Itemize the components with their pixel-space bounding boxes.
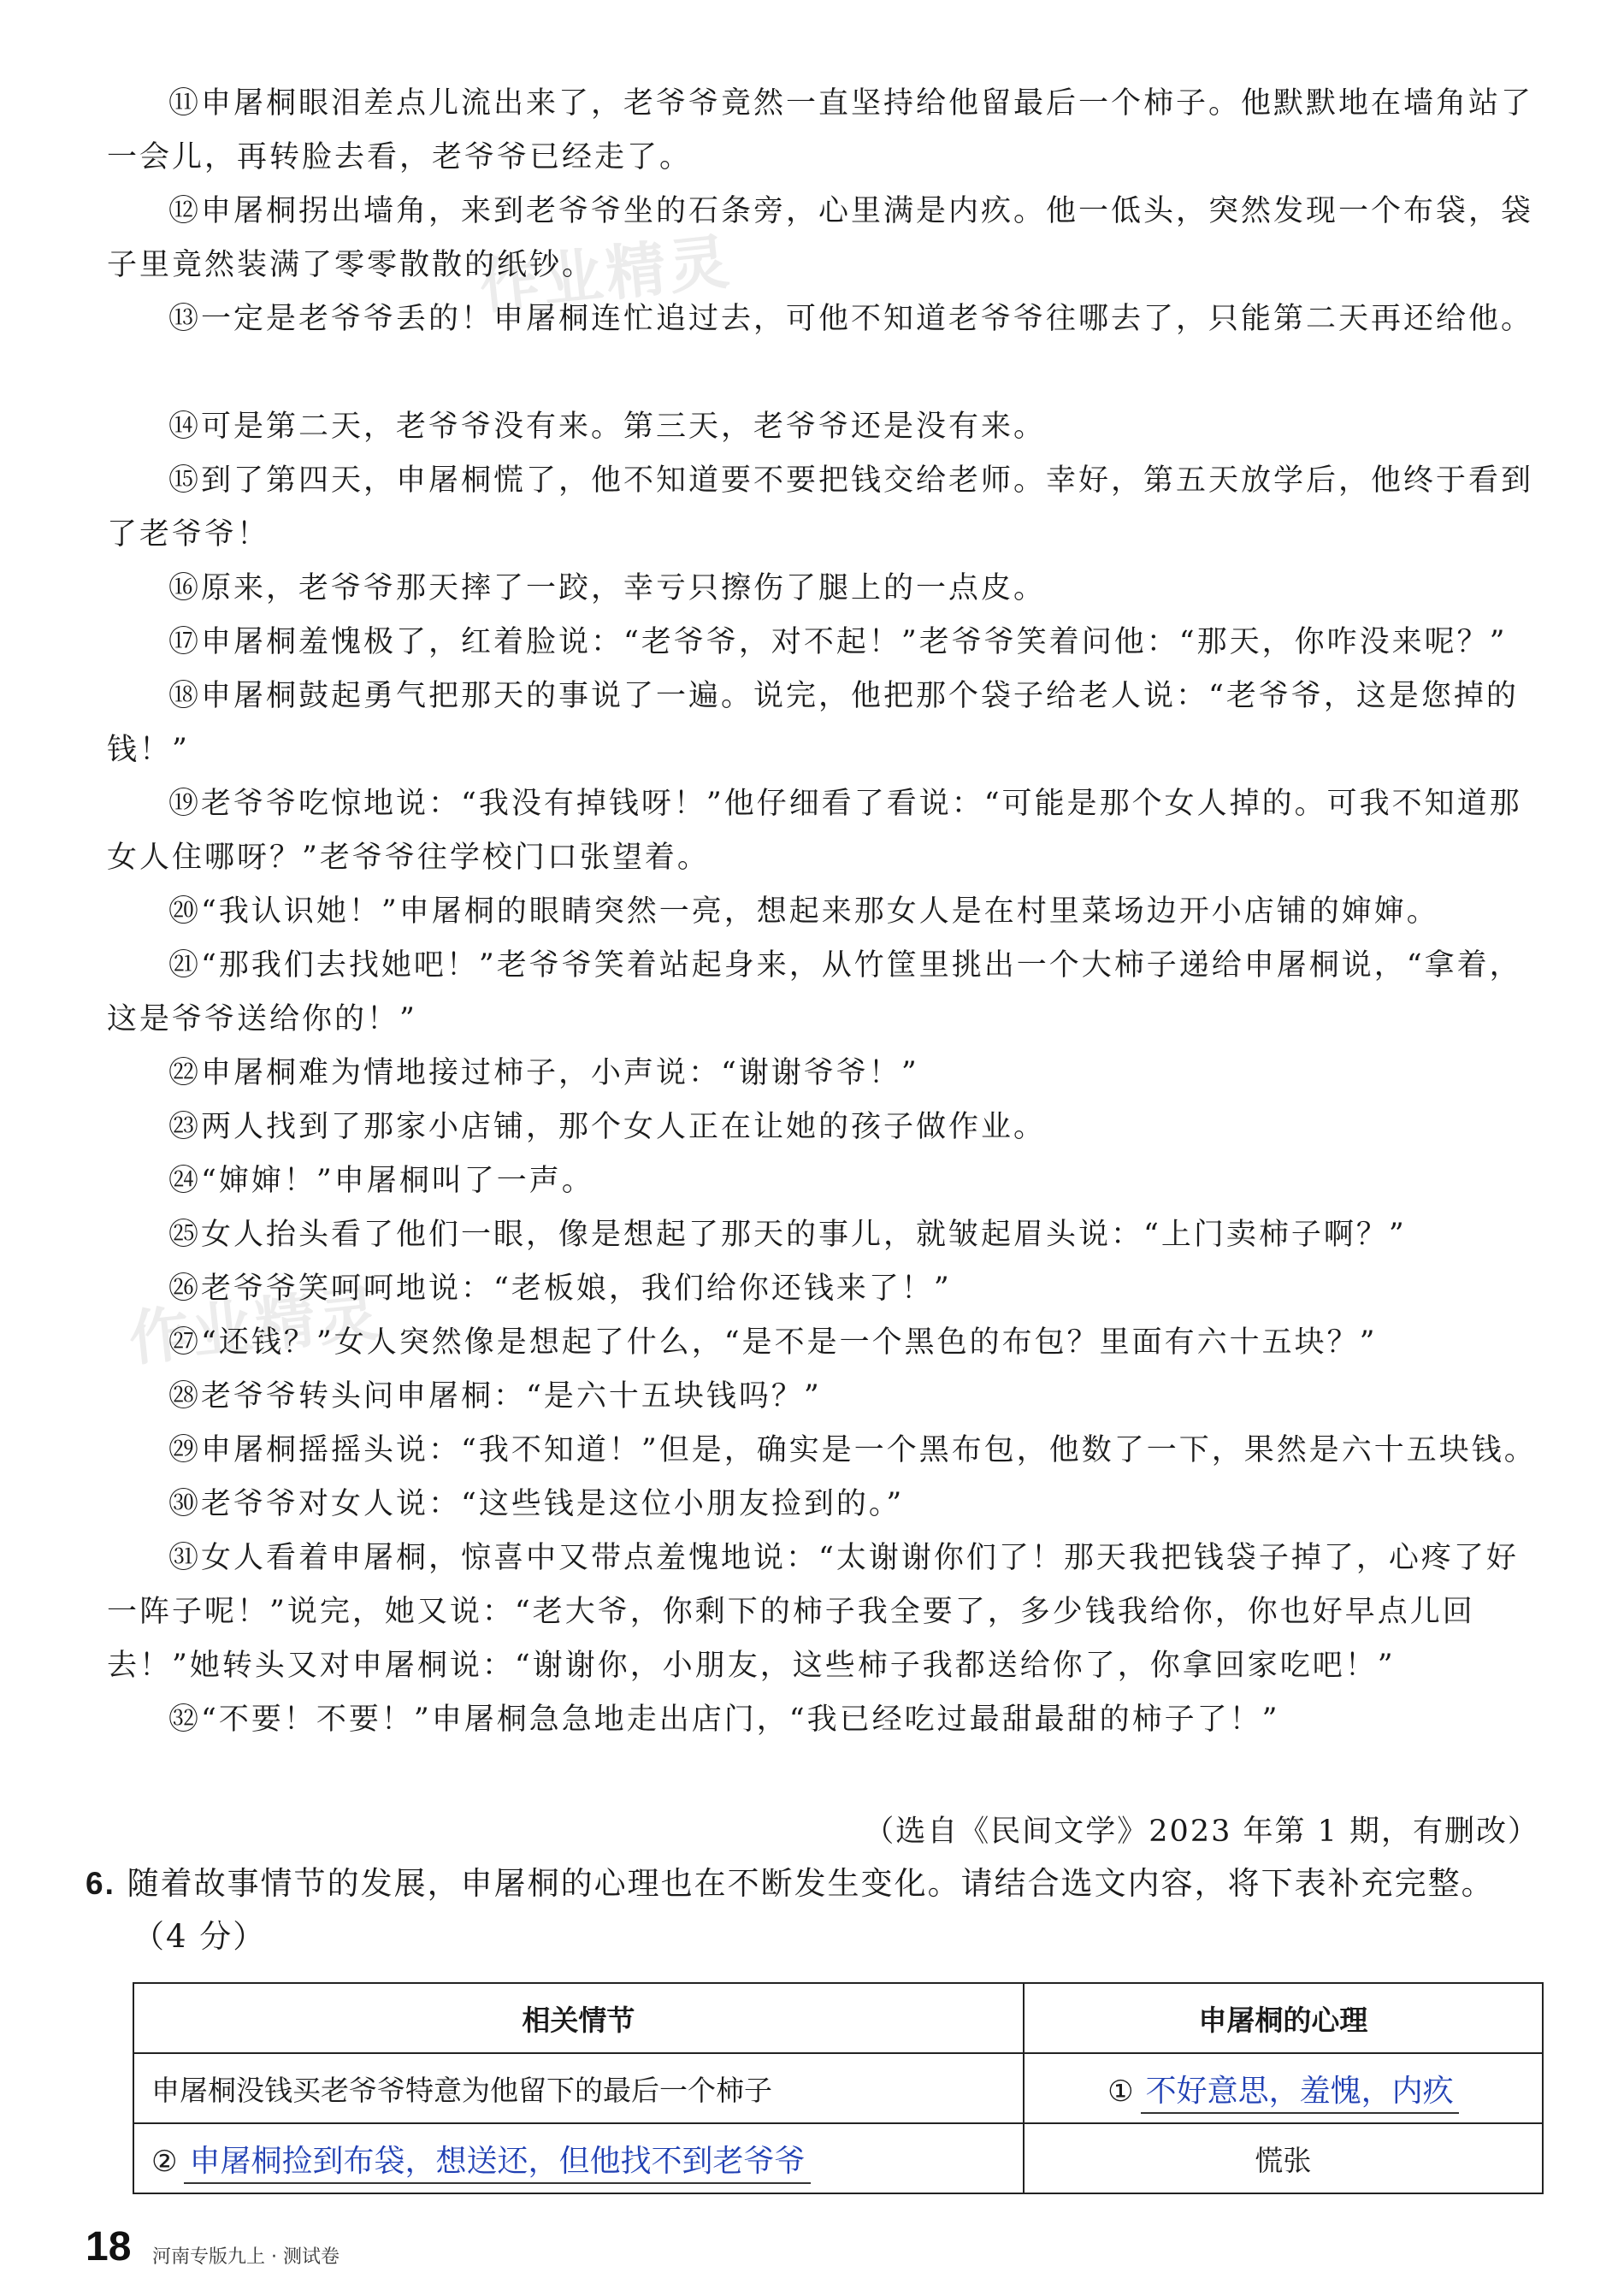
paragraph-27: ㉗“还钱？”女人突然像是想起了什么，“是不是一个黑色的布包？里面有六十五块？” [168, 1325, 1378, 1360]
paragraph-14: ⑭可是第二天，老爷爷没有来。第三天，老爷爷还是没有来。 [168, 410, 1047, 444]
mind-text: 慌张 [1255, 2143, 1312, 2177]
paragraph-26: ㉖老爷爷笑呵呵地说：“老板娘，我们给你还钱来了！” [168, 1272, 952, 1306]
paragraph-30: ㉚老爷爷对女人说：“这些钱是这位小朋友捡到的。” [168, 1487, 905, 1521]
answer-table [133, 1982, 1544, 2194]
paragraph-16: ⑯原来，老爷爷那天摔了一跤，幸亏只擦伤了腿上的一点皮。 [168, 571, 1047, 605]
blank-marker: ② [151, 2144, 178, 2179]
paragraph-13: ⑬一定是老爷爷丢的！申屠桐连忙追过去，可他不知道老爷爷往哪去了，只能第二天再还给他。 [168, 302, 1534, 336]
source-citation: （选自《民间文学》2023 年第 1 期，有删改） [864, 1815, 1539, 1849]
blank-marker: ① [1107, 2074, 1134, 2109]
paragraph-17: ⑰申屠桐羞愧极了，红着脸说：“老爷爷，对不起！”老爷爷笑着问他：“那天，你咋没来呢？” [168, 625, 1508, 659]
footer-tag: 河南专版九上 · 测试卷 [152, 2246, 340, 2268]
paragraph-21: ㉑“那我们去找她吧！”老爷爷笑着站起身来，从竹筐里挑出一个大柿子递给申屠桐说，“拿着，这是爷爷送给你的！” [107, 948, 1522, 1036]
paragraph-22: ㉒申屠桐难为情地接过柿子，小声说：“谢谢爷爷！” [168, 1056, 919, 1090]
mind-answer-cell[interactable] [1024, 2053, 1543, 2123]
paragraph-25: ㉕女人抬头看了他们一眼，像是想起了那天的事儿，就皱起眉头说：“上门卖柿子啊？” [168, 1218, 1407, 1252]
paragraph-31: ㉛女人看着申屠桐，惊喜中又带点羞愧地说：“太谢谢你们了！那天我把钱袋子掉了，心疼了好一阵子呢！”说完，她又说：“老大爷，你剩下的柿子我全要了，多少钱我给你，你也好早点儿回去！”她转头又对申屠桐说：“谢谢你，小朋友，这些柿子我都送给你了，你拿回家吃吧！” [107, 1541, 1519, 1683]
page-number: 18 [86, 2224, 132, 2269]
table-header-row [133, 1983, 1543, 2053]
paragraph-12: ⑫申屠桐拐出墙角，来到老爷爷坐的石条旁，心里满是内疚。他一低头，突然发现一个布袋，袋子里竟然装满了零零散散的纸钞。 [107, 194, 1534, 282]
paragraph-15: ⑮到了第四天，申屠桐慌了，他不知道要不要把钱交给老师。幸好，第五天放学后，他终于看到了老爷爷！ [107, 463, 1534, 552]
mind-cell [1024, 2123, 1543, 2193]
header-mind: 申屠桐的心理 [1024, 1983, 1543, 2053]
paragraph-28: ㉘老爷爷转头问申屠桐：“是六十五块钱吗？” [168, 1379, 822, 1414]
watermark-text: 作业精灵 [476, 226, 736, 323]
plot-answer-cell[interactable] [133, 2123, 1024, 2193]
watermark-text: 作业精灵 [126, 1278, 386, 1375]
plot-cell [133, 2053, 1024, 2123]
handwritten-answer: 不好意思，羞愧，内疚 [1141, 2074, 1459, 2114]
question-number: 6. [86, 1866, 115, 1901]
header-plot: 相关情节 [133, 1983, 1024, 2053]
handwritten-answer: 申屠桐捡到布袋，想送还，但他找不到老爷爷 [184, 2144, 810, 2184]
paragraph-29: ㉙申屠桐摇摇头说：“我不知道！”但是，确实是一个黑布包，他数了一下，果然是六十五块钱。 [168, 1433, 1537, 1467]
paragraph-23: ㉓两人找到了那家小店铺，那个女人正在让她的孩子做作业。 [168, 1110, 1047, 1144]
table-row [133, 2123, 1543, 2193]
paragraph-18: ⑱申屠桐鼓起勇气把那天的事说了一遍。说完，他把那个袋子给老人说：“老爷爷，这是您掉的钱！” [107, 679, 1519, 767]
paragraph-11: ⑪申屠桐眼泪差点儿流出来了，老爷爷竟然一直坚持给他留最后一个柿子。他默默地在墙角站了一会儿，再转脸去看，老爷爷已经走了。 [107, 86, 1534, 174]
plot-text: 申屠桐没钱买老爷爷特意为他留下的最后一个柿子 [151, 2073, 772, 2107]
paragraph-20: ⑳“我认识她！”申屠桐的眼睛突然一亮，想起来那女人是在村里菜场边开小店铺的婶婶。 [168, 894, 1439, 929]
table-row [133, 2053, 1543, 2123]
paragraph-24: ㉔“婶婶！”申屠桐叫了一声。 [168, 1164, 594, 1198]
question-score: （4 分） [133, 1918, 267, 1955]
paragraph-32: ㉜“不要！不要！”申屠桐急急地走出店门，“我已经吃过最甜最甜的柿子了！” [168, 1703, 1280, 1737]
question-6 [86, 1857, 1548, 1963]
question-text: 随着故事情节的发展，申屠桐的心理也在不断发生变化。请结合选文内容，将下表补充完整。 [127, 1865, 1495, 1902]
paragraph-19: ⑲老爷爷吃惊地说：“我没有掉钱呀！”他仔细看了看说：“可能是那个女人掉的。可我不知道那女人住哪呀？”老爷爷往学校门口张望着。 [107, 787, 1522, 875]
